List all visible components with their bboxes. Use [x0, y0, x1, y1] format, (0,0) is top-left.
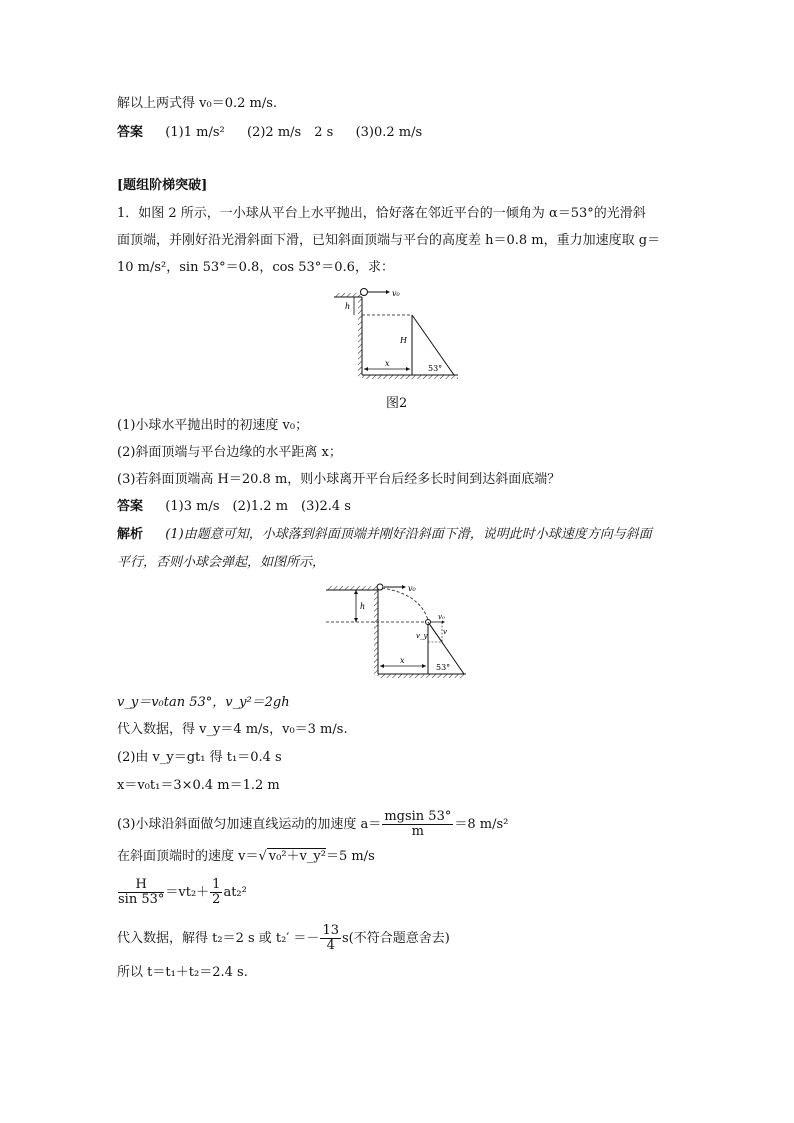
section-title: [题组阶梯突破]	[117, 178, 208, 193]
platform-top-hatch	[334, 293, 362, 297]
eq6-radicand: v₀²＋v_y²	[268, 849, 326, 864]
a-x-arrow-right	[422, 664, 426, 668]
equation-4: x＝v₀t₁＝3×0.4 m＝1.2 m	[117, 778, 280, 793]
prev-answer-3: (3)0.2 m/s	[355, 125, 423, 140]
ball	[361, 289, 368, 296]
a-h-arrow-top	[354, 590, 358, 594]
eq7-mid: ＝vt₂＋	[165, 885, 210, 900]
a-v-arrow	[428, 622, 442, 642]
a-label-h: h	[360, 602, 366, 611]
a-ball	[377, 584, 383, 590]
wall-hatch	[358, 297, 362, 377]
a-wall-hatch	[374, 590, 378, 676]
equation-1: v_y＝v₀tan 53°，v_y²＝2gh	[117, 695, 290, 710]
fig2-label-H: H	[400, 336, 407, 345]
solve-line: 解以上两式得 v₀＝0.2 m/s.	[117, 96, 278, 111]
prev-answer-2: (2)2 m/s 2 s	[247, 125, 334, 140]
analysis-line-2: 平行，否则小球会弹起，如图所示，	[117, 555, 326, 570]
question-1: (1)小球水平抛出时的初速度 v₀；	[117, 418, 309, 433]
problem-line-1: 1．如图 2 所示，一小球从平台上水平抛出，恰好落在邻近平台的一倾角为 α＝53°的光滑斜	[117, 206, 646, 221]
analysis-text-1: (1)由题意可知，小球落到斜面顶端并刚好沿斜面下滑，说明此时小球速度方向与斜面	[165, 527, 652, 542]
eq5-numerator: mgsin 53°	[384, 809, 452, 824]
eq5-denominator: m	[411, 824, 424, 839]
problem-line-3: 10 m/s²，sin 53°＝0.8，cos 53°＝0.6，求：	[117, 260, 394, 275]
analysis-label: 解析	[117, 527, 144, 542]
equation-5	[117, 810, 508, 839]
answer-line	[117, 498, 351, 516]
a-ground-hatch	[378, 674, 466, 678]
eq7-fraction	[118, 878, 164, 907]
a-platform-hatch	[326, 586, 378, 590]
x-arrow-right	[406, 367, 410, 371]
eq6-suffix: ＝5 m/s	[325, 849, 375, 864]
question-2: (2)斜面顶端与平台边缘的水平距离 x；	[117, 445, 342, 460]
eq6-prefix: 在斜面顶端时的速度 v＝	[117, 849, 259, 864]
eq5-suffix: ＝8 m/s²	[454, 817, 509, 832]
eq7-half-denominator: 2	[212, 892, 221, 907]
eq8-fraction	[320, 924, 341, 953]
v0-arrowhead	[386, 290, 390, 294]
eq5-fraction	[382, 810, 453, 839]
eq8-numerator: 13	[322, 923, 339, 938]
figure-2-diagram	[330, 285, 460, 383]
a-trajectory	[382, 588, 428, 620]
a-label-v0-mid: v₀	[438, 613, 445, 621]
prev-answer-label: 答案	[117, 125, 144, 140]
equation-3: (2)由 v_y＝gt₁ 得 t₁＝0.4 s	[117, 750, 282, 765]
a-label-v: v	[443, 628, 447, 636]
question-3: (3)若斜面顶端高 H＝20.8 m，则小球离开平台后经多长时间到达斜面底端？	[117, 472, 561, 487]
a-label-x: x	[400, 656, 405, 665]
equation-7	[117, 878, 247, 907]
fig2-label-h: h	[345, 302, 351, 311]
eq7-end: at₂²	[223, 885, 247, 900]
eq8-suffix: s(不符合题意舍去)	[341, 931, 450, 946]
x-arrow-left	[364, 367, 368, 371]
analysis-line-1	[117, 526, 652, 544]
eq7-half-numerator: 1	[212, 877, 221, 892]
equation-2: 代入数据，得 v_y＝4 m/s，v₀＝3 m/s.	[117, 722, 348, 737]
answer-text: (1)3 m/s (2)1.2 m (3)2.4 s	[165, 499, 351, 514]
eq8-prefix: 代入数据，解得 t₂＝2 s 或 t₂′ ＝－	[117, 931, 320, 946]
eq7-numerator: H	[118, 878, 164, 893]
a-label-angle: 53°	[436, 663, 451, 672]
prev-answer	[117, 124, 422, 142]
a-h-arrow-bottom	[354, 618, 358, 622]
eq7-denominator: sin 53°	[118, 892, 165, 907]
answer-label: 答案	[117, 499, 144, 514]
problem-line-2: 面顶端，并刚好沿光滑斜面下滑，已知斜面顶端与平台的高度差 h＝0.8 m，重力加速度取 g＝	[117, 233, 661, 248]
fig2-label-v0: v₀	[392, 289, 400, 298]
eq5-prefix: (3)小球沿斜面做匀加速直线运动的加速度 a＝	[117, 817, 382, 832]
figure-2-caption: 图2	[386, 396, 408, 411]
equation-8	[117, 924, 450, 953]
a-x-arrow-left	[380, 664, 384, 668]
eq8-denominator: 4	[326, 938, 335, 953]
equation-9: 所以 t＝t₁＋t₂＝2.4 s.	[117, 965, 248, 980]
eq7-half	[210, 878, 222, 907]
a-label-v0-top: v₀	[408, 584, 416, 593]
ground-hatch	[362, 375, 458, 379]
a-label-vy: v_y	[416, 632, 428, 640]
fig2-label-x: x	[385, 359, 390, 368]
fig2-label-angle: 53°	[428, 364, 443, 373]
equation-6: 在斜面顶端时的速度 v＝√ v₀²＋v_y²＝5 m/s	[117, 849, 375, 864]
a-v0-arrowhead	[402, 585, 406, 589]
prev-answer-1: (1)1 m/s²	[165, 125, 225, 140]
analysis-diagram	[324, 582, 470, 680]
